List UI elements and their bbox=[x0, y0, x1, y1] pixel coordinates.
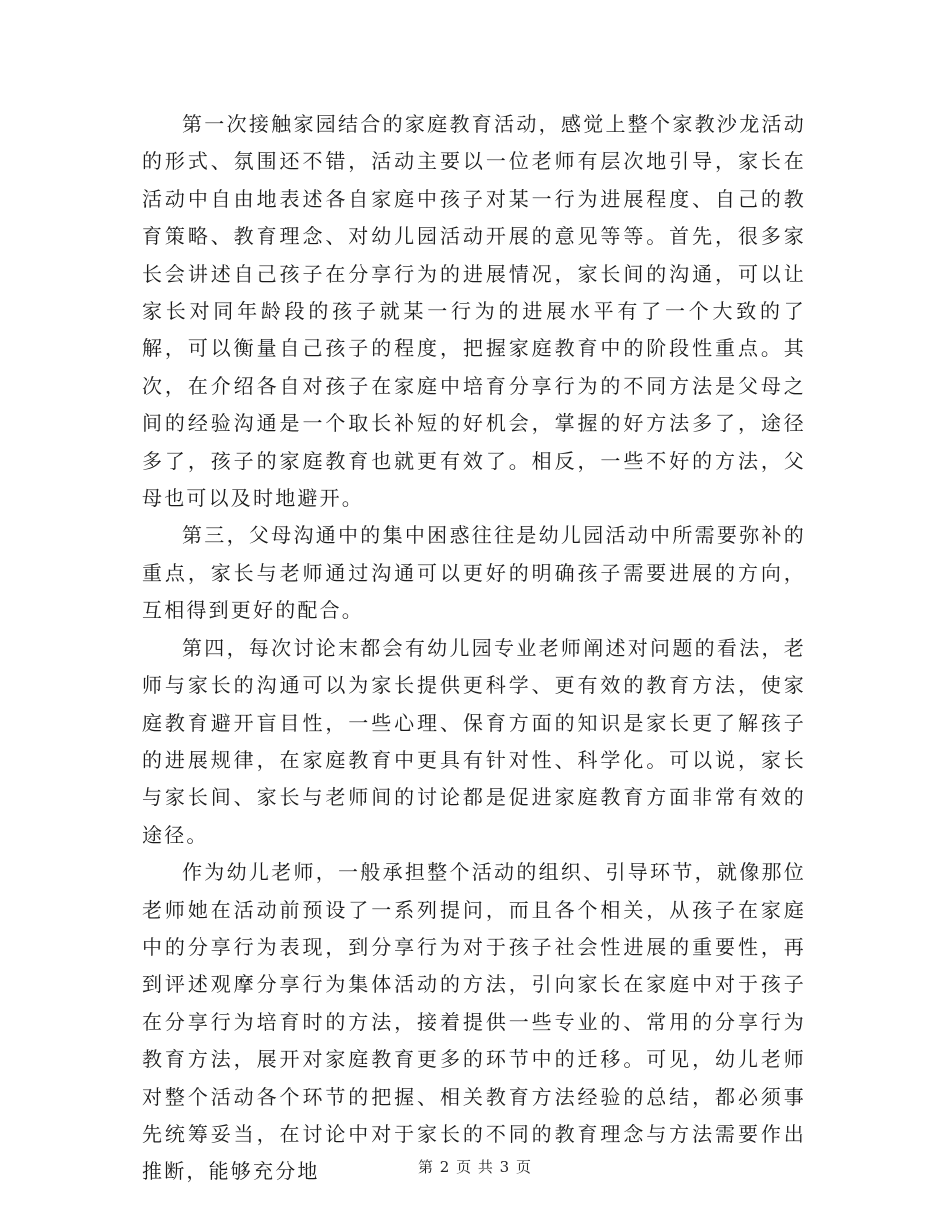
page-number-footer bbox=[0, 1156, 950, 1177]
paragraph-4: 作为幼儿老师，一般承担整个活动的组织、引导环节，就像那位老师她在活动前预设了一系列提问，而且各个相关，从孩子在家庭中的分享行为表现，到分享行为对于孩子社会性进展的重要性，再到评述观摩分享行为集体活动的方法，引向家长在家庭中对于孩子在分享行为培育时的方法，接着提供一些专业的、常用的分享行为教育方法，展开对家庭教育更多的环节中的迁移。可见，幼儿老师对整个活动各个环节的把握、相关教育方法经验的总结，都必须事先统筹妥当，在讨论中对于家长的不同的教育理念与方法需要作出推断，能够充分地 bbox=[142, 860, 806, 1184]
paragraph-3: 第四，每次讨论末都会有幼儿园专业老师阐述对问题的看法，老师与家长的沟通可以为家长提供更科学、更有效的教育方法，使家庭教育避开盲目性，一些心理、保育方面的知识是家长更了解孩子的进展规律，在家庭教育中更具有针对性、科学化。可以说，家长与家长间、家长与老师间的讨论都是促进家庭教育方面非常有效的途径。 bbox=[142, 635, 806, 847]
page-number-label: 第 2 页 共 3 页 bbox=[418, 1158, 532, 1176]
document-body bbox=[142, 106, 806, 1191]
paragraph-2: 第三，父母沟通中的集中困惑往往是幼儿园活动中所需要弥补的重点，家长与老师通过沟通可以更好的明确孩子需要进展的方向，互相得到更好的配合。 bbox=[142, 523, 806, 623]
paragraph-1: 第一次接触家园结合的家庭教育活动，感觉上整个家教沙龙活动的形式、氛围还不错，活动主要以一位老师有层次地引导，家长在活动中自由地表述各自家庭中孩子对某一行为进展程度、自己的教育策略、教育理念、对幼儿园活动开展的意见等等。首先，很多家长会讲述自己孩子在分享行为的进展情况，家长间的沟通，可以让家长对同年龄段的孩子就某一行为的进展水平有了一个大致的了解，可以衡量自己孩子的程度，把握家庭教育中的阶段性重点。其次，在介绍各自对孩子在家庭中培育分享行为的不同方法是父母之间的经验沟通是一个取长补短的好机会，掌握的好方法多了，途径多了，孩子的家庭教育也就更有效了。相反，一些不好的方法，父母也可以及时地避开。 bbox=[142, 112, 806, 511]
